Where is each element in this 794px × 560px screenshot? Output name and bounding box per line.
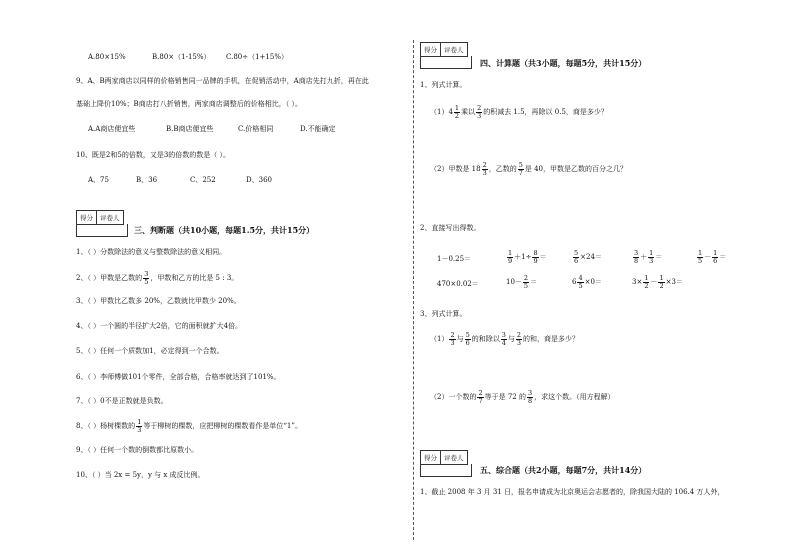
fraction: $\frac{2}{3}$ <box>482 161 487 177</box>
calc2-row2-item4: 3× $\frac{1}{2}$ － $\frac{1}{2}$ ×3＝ <box>632 274 683 290</box>
judge-item-3: 3、（ ）甲数比乙数多 20%，乙数就比甲数少 20%。 <box>76 297 241 305</box>
calc1-part1: （1）4 $\frac{1}{2}$ 乘以 $\frac{2}{3}$ 的积减去 1.5，再除以 0.5，商是多少？ <box>430 104 608 120</box>
score-label: 得分 <box>421 43 441 56</box>
calc2-row2-item3: 6 $\frac{4}{5}$ ×0＝ <box>572 274 602 290</box>
q10-option-d: D、360 <box>246 176 272 184</box>
grader-label: 评卷人 <box>100 214 120 222</box>
judge-item-8-tail: 等于柳树的棵数，应把柳树的棵数看作是单位“1”。 <box>143 422 302 430</box>
section5-title: 五、综合题（共2小题，每题7分，共计14分） <box>480 465 647 475</box>
fraction-one-third: $\frac{1}{3}$ <box>137 418 142 434</box>
calc2-row1-item4: $\frac{3}{8}$ ＋ $\frac{1}{3}$ ＝ <box>634 249 663 265</box>
fraction: $\frac{2}{3}$ <box>477 104 482 120</box>
judge-item-10: 10、（ ）当 2x = 5y，y 与 x 成反比例。 <box>76 471 205 479</box>
q8-option-a: A.80×15% <box>88 53 126 61</box>
q5-1-text: 1、截止 2008 年 3 月 31 日，报名申请成为北京奥运会志愿者的，除我国大陆的 106.4 万人外， <box>420 488 725 496</box>
fraction: $\frac{5}{7}$ <box>518 161 523 177</box>
calc2-title: 2、直接写出得数。 <box>420 224 481 232</box>
judge-item-2 <box>76 271 238 285</box>
score-blank-row <box>420 56 472 69</box>
score-box-section3 <box>76 210 124 225</box>
judge-item-2-tail: ，甲数和乙方的比是 5 : 3。 <box>150 274 239 282</box>
q9-option-c: C.价格相同 <box>238 125 274 133</box>
grader-label: 评卷人 <box>444 454 464 462</box>
score-blank-row <box>76 224 128 237</box>
section4-title: 四、计算题（共3小题，每题5分，共计15分） <box>480 58 647 68</box>
judge-item-5: 5、（ ）任何一个质数加1，必定得到一个合数。 <box>76 347 224 355</box>
judge-item-4: 4、（ ）一个圆的半径扩大2倍，它的面积就扩大4倍。 <box>76 322 243 330</box>
fraction-three-fifths: $\frac{3}{5}$ <box>144 270 149 286</box>
calc2-row2-item1: 470×0.02＝ <box>437 280 479 288</box>
q9-option-a: A.A商店便宜些 <box>88 125 136 133</box>
score-box-section5 <box>420 450 468 465</box>
q9-line1: 9、A、B两家商店以同样的价格销售同一品牌的手机，在促销活动中，A商店先打九折，再在此 <box>76 77 369 85</box>
judge-item-9: 9、（ ）任何一个数的倒数都比原数小。 <box>76 446 199 454</box>
q9-option-b: B.B商店便宜些 <box>166 125 214 133</box>
section3-title: 三、判断题（共10小题，每题1.5分，共计15分） <box>134 225 315 235</box>
judge-item-8 <box>76 419 302 433</box>
q9-line2: 基础上降价10%；B商店打八折销售，两家商店调整后的价格相比，（ ）。 <box>76 100 302 108</box>
calc1-part2: （2）甲数是 18 $\frac{2}{3}$ ，乙数的 $\frac{5}{7}$ 是 40，甲数是乙数的百分之几？ <box>430 161 628 177</box>
q8-option-b: B.80×（1-15%） <box>152 53 211 61</box>
score-blank-row <box>420 464 472 477</box>
judge-item-8-prefix: 8、（ ）杨树棵数的 <box>76 422 136 430</box>
score-label: 得分 <box>77 211 97 224</box>
judge-item-1: 1、（ ）分数除法的意义与整数除法的意义相同。 <box>76 248 227 256</box>
score-box-section4 <box>420 42 468 57</box>
q8-option-c: C.80÷（1+15%） <box>226 53 288 61</box>
calc2-row1-item2: $\frac{1}{9}$ ＋1÷ $\frac{8}{9}$ ＝ <box>508 249 547 265</box>
calc2-row2-item2: 10－ $\frac{2}{5}$ ＝ <box>506 274 538 290</box>
calc1-title: 1、列式计算。 <box>420 81 467 89</box>
q10-option-b: B、36 <box>136 176 158 184</box>
q9-option-d: D.不能确定 <box>300 125 336 133</box>
q10-option-c: C、252 <box>190 176 216 184</box>
q10-stem: 10、既是2和5的倍数，又是3的倍数的数是（ ）。 <box>76 151 230 159</box>
calc2-row1-item1: 1－0.25＝ <box>437 255 472 263</box>
fraction: $\frac{1}{2}$ <box>454 104 460 120</box>
calc2-row1-item5: $\frac{1}{5}$ － $\frac{1}{6}$ ＝ <box>698 249 727 265</box>
calc3-part1: （1） $\frac{2}{3}$ 与 $\frac{5}{6}$ 的和除以 $\frac{3}{4}$ 与 $\frac{2}{3}$ 的和，商是多少？ <box>430 331 580 347</box>
column-divider <box>413 40 414 540</box>
calc3-part2: （2）一个数的 $\frac{2}{7}$ 等于是 72 的 $\frac{3}{8}$ ，求这个数。（用方程解） <box>430 389 615 405</box>
judge-item-2-prefix: 2、（ ）甲数是乙数的 <box>76 274 143 282</box>
score-label: 得分 <box>421 451 441 464</box>
judge-item-7: 7、（ ）0不是正数就是负数。 <box>76 397 168 405</box>
grader-label: 评卷人 <box>444 46 464 54</box>
q10-option-a: A、75 <box>88 176 109 184</box>
judge-item-6: 6、（ ）李师傅做101个零件，全部合格，合格率就达到了101%。 <box>76 373 281 381</box>
calc2-row1-item3: $\frac{5}{6}$ ×24＝ <box>574 249 602 265</box>
calc3-title: 3、列式计算。 <box>420 310 467 318</box>
